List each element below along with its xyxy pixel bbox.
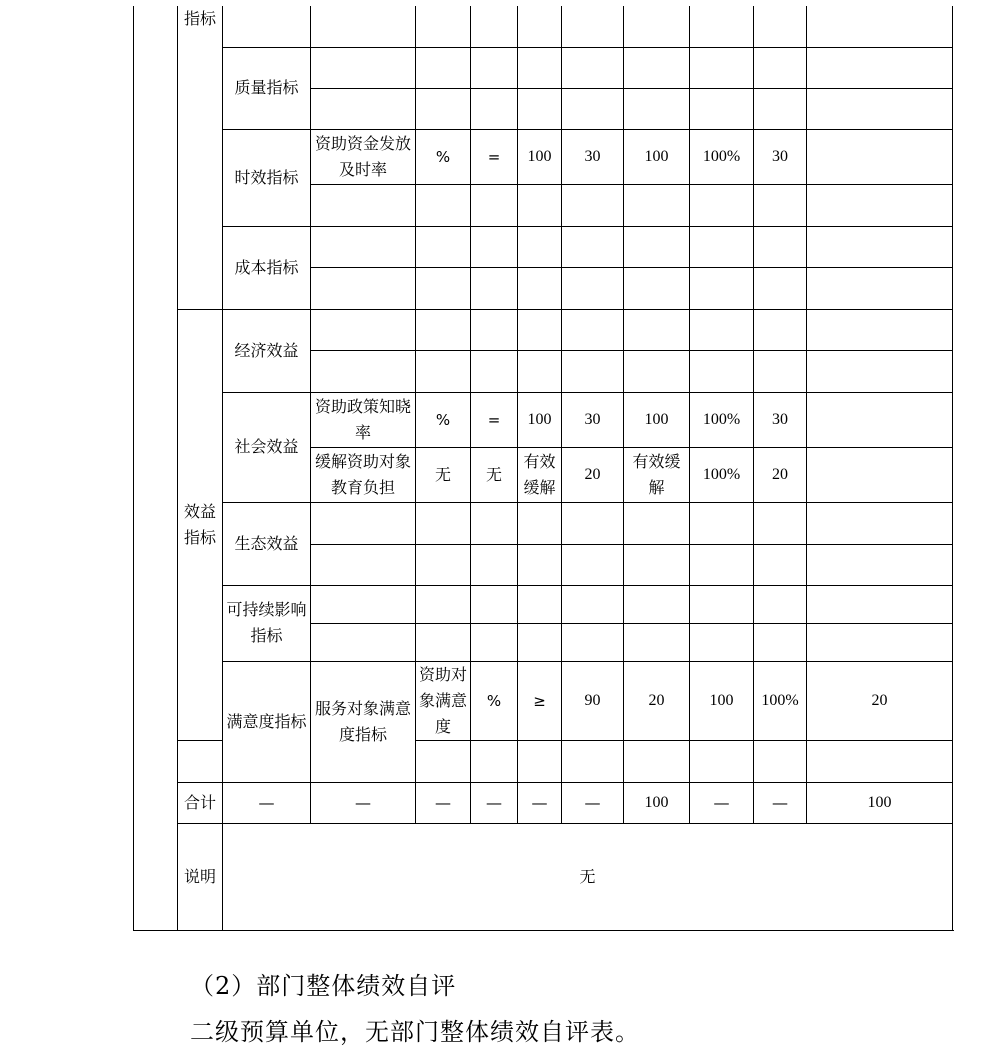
empty-cell [471, 309, 518, 350]
empty-cell [518, 309, 562, 350]
empty-cell [754, 47, 807, 88]
empty-cell [311, 184, 416, 226]
sustainable-impact-cell: 可持续影响指标 [223, 585, 311, 661]
empty-cell [754, 184, 807, 226]
empty-cell [690, 6, 754, 47]
weight-cell: 20 [624, 661, 690, 740]
empty-cell [690, 226, 754, 267]
empty-cell [807, 47, 953, 88]
empty-cell [624, 6, 690, 47]
empty-cell [624, 47, 690, 88]
empty-cell [518, 6, 562, 47]
target-value-cell: 100 [518, 392, 562, 447]
empty-cell [562, 502, 624, 544]
completion-cell: 100% [690, 392, 754, 447]
empty-cell [471, 6, 518, 47]
empty-cell [562, 6, 624, 47]
target-value-cell: 有效缓解 [518, 447, 562, 502]
empty-cell [624, 309, 690, 350]
empty-cell [562, 184, 624, 226]
empty-cell [518, 544, 562, 585]
empty-cell [471, 502, 518, 544]
score-cell: 20 [754, 447, 807, 502]
empty-cell [754, 309, 807, 350]
empty-cell [807, 740, 953, 782]
indicator-name-cell: 资助政策知晓率 [311, 392, 416, 447]
empty-cell [311, 585, 416, 623]
empty-cell [624, 184, 690, 226]
ecological-benefit-cell: 生态效益 [223, 502, 311, 585]
operator-cell: 无 [471, 447, 518, 502]
empty-cell [624, 623, 690, 661]
empty-cell [416, 502, 471, 544]
empty-cell [416, 623, 471, 661]
empty-cell [562, 88, 624, 129]
empty-cell [471, 740, 518, 782]
empty-cell [311, 623, 416, 661]
empty-cell [562, 623, 624, 661]
score-cell: 30 [754, 392, 807, 447]
total-dash-cell: — [754, 782, 807, 823]
empty-cell [690, 350, 754, 392]
level1-indicator-cell [134, 6, 178, 930]
indicator-name-cell: 缓解资助对象教育负担 [311, 447, 416, 502]
empty-cell [518, 47, 562, 88]
empty-cell [690, 623, 754, 661]
empty-cell [807, 6, 953, 47]
empty-cell [624, 350, 690, 392]
empty-cell [807, 88, 953, 129]
empty-cell [754, 350, 807, 392]
empty-cell [416, 309, 471, 350]
empty-cell [807, 585, 953, 623]
indicator-name-cell: 资助对象满意度 [416, 661, 471, 740]
empty-cell [471, 267, 518, 309]
target-value-cell: 100 [518, 129, 562, 184]
total-label-cell: 合计 [178, 782, 223, 823]
empty-cell [518, 585, 562, 623]
empty-cell [471, 184, 518, 226]
empty-cell [471, 350, 518, 392]
empty-cell [690, 544, 754, 585]
empty-cell [807, 350, 953, 392]
section-body-text: 二级预算单位，无部门整体绩效自评表。 [190, 1018, 640, 1046]
empty-cell [754, 267, 807, 309]
remark-cell [807, 129, 953, 184]
empty-cell [311, 47, 416, 88]
total-dash-cell: — [562, 782, 624, 823]
unit-cell: % [416, 392, 471, 447]
section-heading: （2）部门整体绩效自评 [190, 972, 457, 1000]
empty-cell [807, 184, 953, 226]
benefit-indicator-cell: 效益指标 [178, 309, 223, 740]
total-weight-cell: 100 [624, 782, 690, 823]
empty-cell [562, 350, 624, 392]
empty-cell [807, 309, 953, 350]
empty-cell [754, 544, 807, 585]
empty-cell [690, 309, 754, 350]
satisfaction-indicator-cell: 满意度指标 [223, 661, 311, 782]
empty-cell [518, 502, 562, 544]
empty-cell [807, 226, 953, 267]
score-cell: 30 [754, 129, 807, 184]
social-benefit-cell: 社会效益 [223, 392, 311, 502]
total-dash-cell: — [223, 782, 311, 823]
total-dash-cell: — [471, 782, 518, 823]
indicator-name-cell: 资助资金发放及时率 [311, 129, 416, 184]
unit-cell: % [416, 129, 471, 184]
empty-cell [416, 226, 471, 267]
empty-cell [754, 502, 807, 544]
empty-cell [416, 267, 471, 309]
empty-cell [178, 740, 223, 782]
empty-cell [311, 226, 416, 267]
empty-cell [807, 267, 953, 309]
target-value-cell: 90 [562, 661, 624, 740]
empty-cell [807, 623, 953, 661]
actual-value-cell: 100 [624, 392, 690, 447]
service-satisfaction-cell: 服务对象满意度指标 [311, 661, 416, 782]
output-indicator-cell: 指标 [178, 6, 223, 309]
empty-cell [624, 267, 690, 309]
operator-cell: = [471, 129, 518, 184]
empty-cell [807, 502, 953, 544]
empty-cell [562, 226, 624, 267]
empty-cell [518, 740, 562, 782]
operator-cell: ≥ [518, 661, 562, 740]
empty-cell [690, 184, 754, 226]
empty-cell [416, 6, 471, 47]
empty-cell [690, 267, 754, 309]
empty-cell [416, 184, 471, 226]
remark-cell [807, 392, 953, 447]
empty-cell [624, 740, 690, 782]
empty-cell [518, 623, 562, 661]
empty-cell [416, 350, 471, 392]
empty-cell [311, 267, 416, 309]
notes-label-cell: 说明 [178, 823, 223, 930]
empty-cell [311, 502, 416, 544]
score-cell: 20 [807, 661, 953, 740]
notes-value-cell: 无 [223, 823, 953, 930]
empty-cell [562, 544, 624, 585]
empty-cell [562, 267, 624, 309]
empty-cell [754, 585, 807, 623]
total-dash-cell: — [311, 782, 416, 823]
actual-value-cell: 100 [624, 129, 690, 184]
empty-cell [471, 544, 518, 585]
empty-cell [416, 740, 471, 782]
empty-cell [754, 226, 807, 267]
empty-cell [471, 226, 518, 267]
actual-value-cell: 有效缓解 [624, 447, 690, 502]
empty-cell [754, 740, 807, 782]
empty-cell [754, 88, 807, 129]
empty-cell [416, 47, 471, 88]
empty-cell [518, 350, 562, 392]
cost-indicator-cell: 成本指标 [223, 226, 311, 309]
completion-cell: 100% [690, 447, 754, 502]
empty-cell [311, 88, 416, 129]
quality-indicator-cell: 质量指标 [223, 47, 311, 129]
completion-cell: 100% [754, 661, 807, 740]
empty-cell [471, 623, 518, 661]
empty-cell [471, 585, 518, 623]
empty-cell [562, 309, 624, 350]
empty-cell [624, 88, 690, 129]
total-dash-cell: — [690, 782, 754, 823]
empty-cell [690, 502, 754, 544]
completion-cell: 100% [690, 129, 754, 184]
empty-cell [690, 88, 754, 129]
unit-cell: 无 [416, 447, 471, 502]
empty-cell [518, 88, 562, 129]
empty-cell [562, 47, 624, 88]
unit-cell: % [471, 661, 518, 740]
empty-cell [624, 502, 690, 544]
empty-cell [562, 585, 624, 623]
empty-cell [416, 88, 471, 129]
economic-benefit-cell: 经济效益 [223, 309, 311, 392]
weight-cell: 30 [562, 392, 624, 447]
empty-cell [518, 184, 562, 226]
empty-cell [416, 544, 471, 585]
empty-cell [690, 740, 754, 782]
operator-cell: = [471, 392, 518, 447]
indicator-cell [223, 6, 311, 47]
empty-cell [624, 544, 690, 585]
empty-cell [562, 740, 624, 782]
empty-cell [754, 6, 807, 47]
empty-cell [690, 585, 754, 623]
empty-cell [518, 226, 562, 267]
timeliness-indicator-cell: 时效指标 [223, 129, 311, 226]
empty-cell [311, 6, 416, 47]
empty-cell [311, 350, 416, 392]
empty-cell [624, 226, 690, 267]
empty-cell [518, 267, 562, 309]
empty-cell [624, 585, 690, 623]
weight-cell: 30 [562, 129, 624, 184]
empty-cell [311, 544, 416, 585]
empty-cell [416, 585, 471, 623]
total-dash-cell: — [416, 782, 471, 823]
empty-cell [754, 623, 807, 661]
empty-cell [311, 309, 416, 350]
actual-value-cell: 100 [690, 661, 754, 740]
empty-cell [807, 544, 953, 585]
total-dash-cell: — [518, 782, 562, 823]
empty-cell [471, 88, 518, 129]
total-score-cell: 100 [807, 782, 953, 823]
remark-cell [807, 447, 953, 502]
empty-cell [471, 47, 518, 88]
empty-cell [690, 47, 754, 88]
weight-cell: 20 [562, 447, 624, 502]
performance-indicator-table [133, 6, 953, 931]
